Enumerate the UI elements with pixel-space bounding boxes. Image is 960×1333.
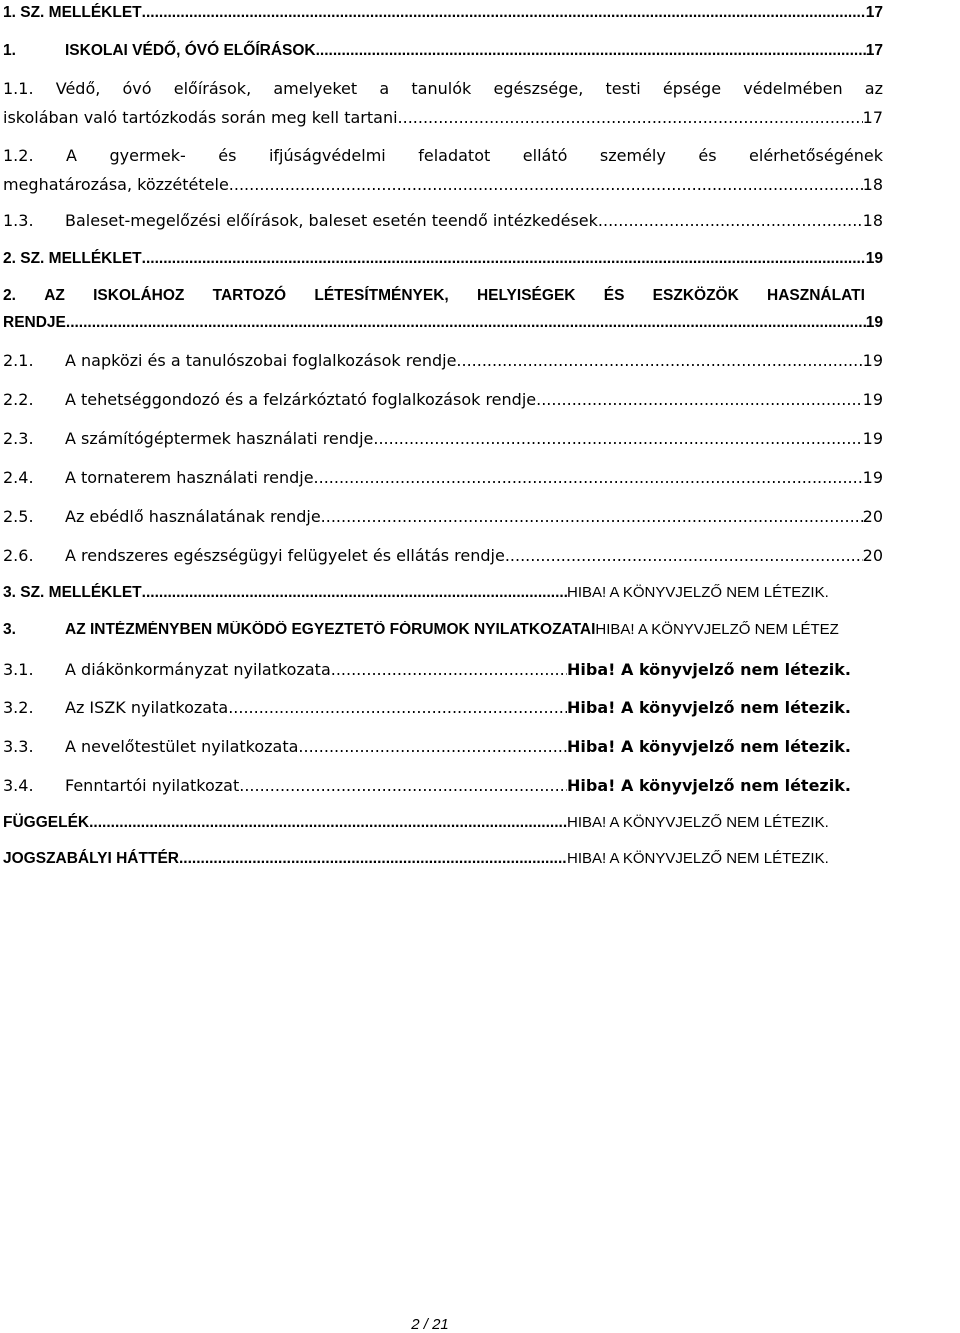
toc-entry-number: 1. [3, 42, 16, 59]
toc-leader-dots [373, 429, 862, 448]
toc-entry[interactable] [3, 850, 883, 868]
toc-entry[interactable] [3, 468, 883, 487]
toc-entry[interactable] [3, 390, 883, 409]
toc-entry-number: 3. [3, 621, 16, 638]
toc-entry-page-error: HIBA! A KÖNYVJELZŐ NEM LÉTEZIK. [567, 850, 829, 867]
toc-leader-dots [228, 698, 567, 717]
toc-entry-page: 18 [862, 211, 883, 230]
toc-entry-number: 2.3. [3, 429, 34, 448]
toc-leader-dots [505, 546, 863, 565]
page-number: 2 / 21 [411, 1316, 449, 1333]
toc-entry-number: 2.4. [3, 468, 34, 487]
toc-entry[interactable] [3, 351, 883, 370]
toc-leader-dots [536, 390, 863, 409]
toc-entry-title: A diákönkormányzat nyilatkozata [65, 660, 331, 679]
toc-entry-number: 3.1. [3, 660, 34, 679]
toc-leader-dots [331, 660, 567, 679]
toc-entry-title: AZ INTÉZMÉNYBEN MŰKÖDŐ EGYEZTETŐ FÓRUMOK NYILATKOZATAI [65, 621, 596, 638]
toc-entry-number: 3.4. [3, 776, 34, 795]
toc-leader-dots [298, 737, 567, 756]
toc-entry-number: 2.6. [3, 546, 34, 565]
toc-entry[interactable] [3, 776, 883, 795]
toc-entry[interactable] [3, 621, 960, 639]
toc-entry-page-error: Hiba! A könyvjelző nem létezik. [567, 737, 851, 756]
toc-entry-title: JOGSZABÁLYI HÁTTÉR [3, 850, 179, 867]
toc-entry-page: 20 [862, 507, 883, 526]
toc-entry-title: FÜGGELÉK [3, 814, 90, 831]
toc-entry[interactable] [3, 287, 883, 332]
toc-entry-page: 19 [862, 351, 883, 370]
toc-entry[interactable] [3, 429, 883, 448]
toc-entry-page: 19 [862, 468, 883, 487]
toc-entry-title-line2: meghatározása, közzététele [3, 175, 229, 194]
toc-entry-title: A számítógéptermek használati rendje [65, 429, 374, 448]
toc-entry-page: 20 [862, 546, 883, 565]
toc-entry-page-error: HIBA! A KÖNYVJELZŐ NEM LÉTEZIK. [567, 814, 829, 831]
toc-entry-page-error: HIBA! A KÖNYVJELZŐ NEM LÉTEZ [595, 621, 839, 638]
toc-entry-page: 17 [865, 42, 883, 59]
toc-leader-dots [321, 507, 863, 526]
toc-entry-title-line1: 1.2. A gyermek- és ifjúságvédelmi feladatot ellátó személy és elérhetőségének [3, 146, 883, 165]
toc-entry[interactable] [3, 698, 883, 717]
toc-leader-dots [598, 211, 863, 230]
toc-entry[interactable] [3, 737, 883, 756]
toc-entry-page-error: Hiba! A könyvjelző nem létezik. [567, 660, 851, 679]
toc-leader-dots [456, 351, 862, 370]
toc-leader-dots [142, 584, 567, 602]
toc-entry[interactable] [3, 42, 883, 60]
toc-entry-title: Baleset-megelőzési előírások, baleset esetén teendő intézkedések [65, 211, 598, 230]
toc-leader-dots [239, 776, 567, 795]
toc-entry-page: 18 [862, 175, 883, 194]
toc-entry[interactable] [3, 546, 883, 565]
toc-leader-dots [398, 108, 863, 127]
toc-entry-page-error: Hiba! A könyvjelző nem létezik. [567, 698, 851, 717]
toc-entry-page: 19 [865, 314, 883, 331]
toc-entry-page: 19 [865, 250, 883, 267]
toc-entry[interactable] [3, 584, 883, 602]
toc-entry-number: 2.5. [3, 507, 34, 526]
toc-leader-dots [89, 814, 567, 832]
page-footer [0, 1316, 860, 1333]
toc-entry-title-line2: RENDJE [3, 314, 66, 331]
toc-entry-title-line2: iskolában való tartózkodás során meg kell tartani [3, 108, 398, 127]
toc-entry-page-error: HIBA! A KÖNYVJELZŐ NEM LÉTEZIK. [567, 584, 829, 601]
toc-entry-title-line1: 1.1. Védő, óvó előírások, amelyeket a tanulók egészsége, testi épsége védelmében az [3, 79, 883, 98]
toc-entry-number: 2.2. [3, 390, 34, 409]
toc-leader-dots [142, 250, 866, 268]
toc-leader-dots [179, 850, 567, 868]
toc-entry[interactable] [3, 79, 883, 127]
toc-entry-title: A napközi és a tanulószobai foglalkozások rendje [65, 351, 457, 370]
toc-entry-number: 1.3. [3, 211, 34, 230]
toc-entry-title: Az ebédlő használatának rendje [65, 507, 321, 526]
toc-entry-title-line1: 2. AZ ISKOLÁHOZ TARTOZÓ LÉTESÍTMÉNYEK, HELYISÉGEK ÉS ESZKÖZÖK HASZNÁLATI [3, 287, 865, 304]
toc-entry-title: ISKOLAI VÉDŐ, ÓVÓ ELŐÍRÁSOK [65, 42, 316, 59]
toc-leader-dots [66, 314, 866, 332]
toc-entry-page: 17 [865, 4, 883, 21]
toc-leader-dots [229, 175, 863, 194]
toc-entry-title: Fenntartói nyilatkozat [65, 776, 240, 795]
toc-entry[interactable] [3, 250, 883, 268]
toc-entry[interactable] [3, 146, 883, 194]
toc-entry-title: 1. SZ. MELLÉKLET [3, 4, 142, 21]
toc-entry-number: 3.3. [3, 737, 34, 756]
toc-entry[interactable] [3, 211, 883, 230]
toc-entry-title: 3. SZ. MELLÉKLET [3, 584, 142, 601]
toc-entry-title: A rendszeres egészségügyi felügyelet és ellátás rendje [65, 546, 505, 565]
toc-entry-number: 3.2. [3, 698, 34, 717]
toc-entry-page: 17 [862, 108, 883, 127]
toc-entry-page: 19 [862, 390, 883, 409]
toc-entry-page: 19 [862, 429, 883, 448]
toc-entry-title: A tehetséggondozó és a felzárkóztató foglalkozások rendje [65, 390, 537, 409]
toc-entry-title: 2. SZ. MELLÉKLET [3, 250, 142, 267]
toc-entry-page-error: Hiba! A könyvjelző nem létezik. [567, 776, 851, 795]
toc-leader-dots [142, 4, 866, 22]
toc-entry-title: A nevelőtestület nyilatkozata [65, 737, 299, 756]
toc-leader-dots [316, 42, 866, 60]
toc-entry[interactable] [3, 660, 883, 679]
toc-entry[interactable] [3, 814, 883, 832]
toc-entry[interactable] [3, 507, 883, 526]
toc-entry-title: Az ISZK nyilatkozata [65, 698, 229, 717]
toc-entry-title: A tornaterem használati rendje [65, 468, 314, 487]
toc-entry[interactable] [3, 4, 883, 22]
toc-entry-number: 2.1. [3, 351, 34, 370]
toc-leader-dots [314, 468, 863, 487]
